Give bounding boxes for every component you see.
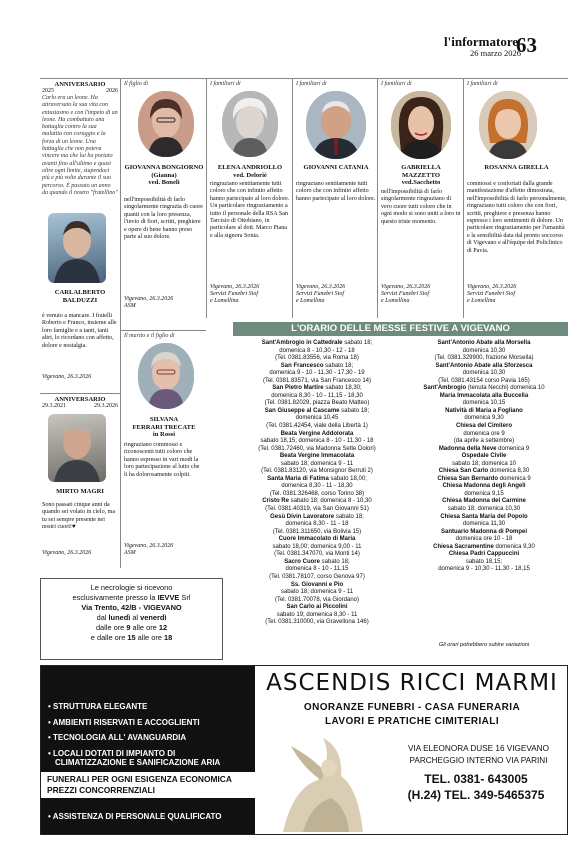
- mass-times: domenica 8,30 - 11 - 18: [285, 521, 349, 528]
- portrait-photo: [138, 343, 194, 409]
- mass-schedule-line: [400, 408, 568, 416]
- info-hour: 18: [163, 633, 173, 642]
- mass-times: domenica 10,45: [295, 415, 339, 422]
- signature-date: Vigevano, 26.3.2026: [210, 284, 260, 290]
- mass-schedule-line: [233, 536, 401, 544]
- mass-times: domenica 8 - 10 - 11,15: [285, 566, 349, 573]
- signature-agency: ASM: [124, 303, 136, 310]
- deceased-name: GABRIELLA: [401, 164, 441, 171]
- church-name: Ospedale Civile: [461, 453, 507, 460]
- ad-brand-name: ASCENDIS RICCI MARMI: [266, 670, 558, 696]
- church-name: Chiesa San Carlo: [438, 468, 489, 475]
- acknowledgement-text: ringraziano commossi e riconoscenti tutti coloro che hanno espresso in vari modi la loro partecipazione al lutto che li ha dolorosamente colpiti.: [124, 442, 200, 478]
- info-text: esclusivamente presso la: [72, 593, 158, 602]
- signature-date: Vigevano, 26.3.2026: [124, 543, 174, 549]
- mass-times: sabato 18; domenica 8 - 10,30: [288, 498, 372, 505]
- deceased-surname: FERRARI TRECATE: [132, 423, 196, 431]
- mass-times: (tenuta Necchi) domenica 10: [466, 385, 545, 392]
- signature-agency: Servizi Funebri Siof: [296, 291, 344, 298]
- mass-schedule-line: [400, 438, 568, 446]
- mass-schedule-line: [400, 491, 568, 499]
- mass-times: sabato 19; domenica 8,30 - 11: [276, 611, 358, 618]
- church-name: Chiesa Sacramentine: [433, 543, 494, 550]
- mass-times: domenica 9 - 10,30 - 11,30 - 18,15: [438, 566, 530, 573]
- mass-schedule-line: [400, 431, 568, 439]
- mass-times: sabato 18;: [342, 340, 373, 346]
- deceased-name: MIRTO MAGRI: [56, 488, 104, 495]
- masses-list-left: [233, 340, 401, 627]
- mass-schedule-line: [400, 566, 568, 574]
- mass-schedule-line: [233, 506, 401, 514]
- mass-times: domenica ore 10 - 18: [455, 536, 513, 543]
- mass-schedule-line: [233, 612, 401, 620]
- mass-schedule-line: [233, 393, 401, 401]
- church-name: Gesù Divin Lavoratore: [270, 513, 335, 520]
- row-divider: [120, 330, 206, 331]
- info-day: venerdì: [140, 613, 167, 622]
- issue-date: 26 marzo 2026: [470, 48, 521, 58]
- mass-schedule-line: [233, 408, 401, 416]
- ad-bullet: CLIMATIZZAZIONE E SANIFICAZIONE ARIA: [55, 758, 221, 767]
- mass-times: (Tel. 0381.43154 corso Pavia 165): [438, 377, 530, 384]
- mass-schedule-line: [233, 431, 401, 439]
- mass-schedule-line: [233, 566, 401, 574]
- mass-schedule-line: [233, 415, 401, 423]
- mass-times: (Tel. 0381.83556, via Roma 18): [275, 355, 359, 362]
- mass-times: sabato 18;: [339, 407, 370, 414]
- deceased-name-block: [208, 164, 292, 179]
- mass-times: sabato 18; domenica 9 - 11: [280, 460, 354, 467]
- signature-date: Vigevano, 26.3.2026: [381, 284, 431, 290]
- mass-schedule-line: [233, 498, 401, 506]
- anniversary-from: 2025: [42, 88, 54, 94]
- page-number: 63: [516, 33, 537, 57]
- acknowledgement-text: nell'impossibilità di farlo singolarmente ringraziano di vero cuore tutti coloro che in ogni modo si sono uniti a loro in questo triste momento.: [381, 189, 461, 225]
- mass-times: (Tel. 0381.72460, via Madonna Sette Dolori): [258, 445, 376, 452]
- masthead-brand: l'informatore: [444, 34, 519, 49]
- ad-economy-line: PREZZI CONCORRENZIALI: [47, 785, 155, 795]
- mass-times: (Tel. 0381.347070, via Monti 14): [274, 551, 360, 558]
- ad-bullet: • ASSISTENZA DI PERSONALE QUALIFICATO: [48, 812, 222, 821]
- mass-schedule-line: [400, 551, 568, 559]
- mass-times: sabato 18; domenica 9 - 11: [280, 589, 354, 596]
- mass-times: domenica 9,30: [493, 543, 535, 550]
- mass-schedule-line: [400, 468, 568, 476]
- mass-times: domenica 9: [498, 475, 531, 482]
- mass-times: domenica ore 9: [463, 430, 505, 437]
- info-company: IEVVE: [157, 593, 180, 602]
- signature-agency-2: e Lomellina: [296, 298, 325, 305]
- mass-schedule-line: [233, 453, 401, 461]
- church-name: Chiesa Santa Maria del Popolo: [440, 513, 528, 520]
- deceased-name: CARLALBERTO BALDUZZI: [54, 289, 106, 304]
- anniversary-title: ANNIVERSARIO: [54, 81, 106, 88]
- mass-times: domenica 9,15: [464, 490, 504, 497]
- info-line: [41, 613, 222, 623]
- portrait-photo: [48, 213, 106, 283]
- anniversary-mirto: [42, 396, 118, 409]
- mass-times: domenica 8,30: [488, 468, 530, 475]
- signature-agency: Servizi Funebri Siof: [467, 291, 515, 298]
- signature-agency: Servizi Funebri Siof: [210, 291, 258, 298]
- mass-times: sabato 18,30;: [323, 385, 362, 392]
- info-text: Srl: [179, 593, 191, 602]
- church-name: San Pietro Martire: [272, 385, 324, 392]
- row-divider: [40, 393, 120, 394]
- intro-text: Il marito e il figlio di: [124, 333, 175, 339]
- top-rule: [40, 78, 568, 79]
- church-name: Chiesa Padri Cappuccini: [448, 551, 520, 558]
- mass-schedule-line: [233, 363, 401, 371]
- church-name: Sant'Antonio Abate alla Sforzesca: [435, 362, 533, 369]
- info-text: alle ore: [130, 623, 159, 632]
- mass-schedule-line: [233, 582, 401, 590]
- mass-times: domenica 8,30 - 11 - 18,30: [281, 483, 353, 490]
- mass-times: (Tel. 0381.83120, via Monsignor Berruti 2): [261, 468, 373, 475]
- mass-schedule-line: [233, 385, 401, 393]
- mass-times: (Tel. 0381.329900, frazione Morsella): [434, 355, 534, 362]
- acknowledgement-text: Sono passati cinque anni da quando sei volato in cielo, ma tu sei sempre presente nei nostri cuori!♥: [42, 502, 116, 531]
- info-line: Le necrologie si ricevono: [90, 583, 173, 592]
- mass-times: sabato 18;: [323, 362, 354, 369]
- ad-bullet: • TECNOLOGIA ALL' AVANGUARDIA: [48, 733, 187, 742]
- mass-schedule-line: [400, 370, 568, 378]
- mass-times: (Tel. 0381.78107, corso Genova 97): [269, 573, 365, 580]
- mass-schedule-line: [400, 483, 568, 491]
- mass-schedule-line: [400, 559, 568, 567]
- funeral-home-advertisement: [40, 665, 568, 835]
- deceased-name: GIOVANNA BONGIORNO: [124, 164, 204, 171]
- acknowledgement-text: commossi e confortati dalla grande manifestazione d'affetto dimostrata, nell'impossibilità di farlo personalmente, ringraziano tutti coloro che con fiori, scritti, preghiere e presenza hanno espresso i loro sentimenti di dolore. Un particolare ringraziamento per l'umanità e la sensibilità data dal pronto soccorso di Vigevano e all'équipe del Policlinico di Pavia.: [467, 181, 567, 254]
- anniversary-to: 29.3.2026: [94, 403, 118, 409]
- mass-schedule-line: [233, 559, 401, 567]
- church-name: Sant'Ambrogio: [423, 385, 467, 392]
- anniversary-carlalberto: [42, 81, 118, 197]
- church-name: Sant'Antonio Abate alla Morsella: [437, 340, 531, 346]
- column-divider: [206, 78, 207, 318]
- signature-block: [124, 296, 204, 310]
- deceased-married-name: in Rossi: [152, 431, 176, 439]
- mass-times: (Tel. 0381.310000, via Gravellona 146): [265, 619, 369, 626]
- mass-schedule-line: [233, 544, 401, 552]
- deceased-married-name: ved. Deloriè: [233, 171, 267, 179]
- mass-times: sabato 18,15; domenica 8 - 10 - 11,30 - 18: [260, 438, 374, 445]
- mass-schedule-line: [400, 363, 568, 371]
- info-day: lunedì: [108, 613, 131, 622]
- mass-times: sabato 18;: [334, 513, 364, 520]
- church-name: Chiesa San Bernardo: [437, 475, 498, 482]
- church-name: Beata Vergine Addolorata: [280, 430, 354, 437]
- deceased-surname: MAZZETTO: [402, 171, 440, 179]
- ad-economy-banner: [41, 772, 255, 798]
- mass-schedule-line: [233, 438, 401, 446]
- anniversary-from: 29.3.2021: [42, 403, 66, 409]
- deceased-name: ELENA ANDRIOLLO: [217, 164, 283, 171]
- mass-schedule-line: [400, 378, 568, 386]
- ad-economy-line: FUNERALI PER OGNI ESIGENZA ECONOMICA: [47, 774, 232, 784]
- portrait-photo: [391, 91, 451, 159]
- church-name: Sacro Cuore: [284, 558, 320, 565]
- mass-schedule-line: [233, 483, 401, 491]
- mass-schedule-line: [400, 476, 568, 484]
- masses-note: Gli orari potrebbero subire variazioni: [438, 642, 530, 648]
- mass-times: sabato 18,00; domenica 9,00 - 11: [272, 543, 362, 550]
- mass-schedule-line: [233, 574, 401, 582]
- signature-date: Vigevano, 26.3.2026: [124, 296, 174, 302]
- mass-schedule-line: [400, 446, 568, 454]
- signature: Vigevano, 26.3.2026: [42, 374, 92, 380]
- ad-services-panel: [41, 666, 255, 834]
- mass-schedule-line: [233, 491, 401, 499]
- mass-schedule-line: [233, 514, 401, 522]
- angel-statue-image: [263, 728, 381, 832]
- ad-subtitle: LAVORI E PRATICHE CIMITERIALI: [324, 716, 499, 727]
- mass-times: sabato 18; domenica 10,30: [447, 506, 521, 513]
- church-name: San Francesco: [280, 362, 324, 369]
- church-name: Cristo Re: [262, 498, 289, 505]
- mass-schedule-line: [400, 498, 568, 506]
- info-text: e dalle ore: [90, 633, 128, 642]
- mass-schedule-line: [233, 529, 401, 537]
- info-text: dalle ore: [95, 623, 127, 632]
- anniversary-to: 2026: [106, 88, 118, 94]
- mass-schedule-line: [400, 423, 568, 431]
- column-divider: [377, 78, 378, 318]
- mass-times: (Tel. 0381.83571, via San Francesco 14): [262, 377, 372, 384]
- signature-block: [296, 284, 376, 306]
- mass-times: (da aprile a settembre): [453, 438, 515, 445]
- ad-phone: TEL. 0381- 643005: [424, 772, 528, 786]
- intro-text: Il figlio di: [124, 81, 148, 87]
- mass-schedule-line: [400, 393, 568, 401]
- mass-schedule-line: [233, 589, 401, 597]
- anniversary-title: ANNIVERSARIO: [54, 396, 106, 403]
- mass-times: domenica 11,30: [462, 521, 506, 528]
- signature-agency: ASM: [124, 550, 136, 557]
- ad-bullet: • LOCALI DOTATI DI IMPIANTO DI: [48, 748, 176, 758]
- mass-schedule-line: [400, 400, 568, 408]
- acknowledgement-text: nell'impossibilità di farlo singolarmente ringrazia di cuore quanti con la loro presenza, l'invio di fiori, scritti, preghiere e opere di bene hanno preso parte al suo dolore.: [124, 197, 204, 241]
- church-name: Cuore Immacolato di Maria: [278, 536, 356, 543]
- signature-date: Vigevano, 26.3.2026: [467, 284, 517, 290]
- mass-schedule-line: [233, 597, 401, 605]
- church-name: Santuario Madonna di Pompei: [440, 528, 527, 535]
- signature: Vigevano, 26.3.2026: [42, 550, 92, 556]
- mass-schedule-line: [233, 370, 401, 378]
- info-text: dal: [96, 613, 109, 622]
- mass-times: (Tel. 0381.70078, via Giordano): [274, 596, 360, 603]
- mass-schedule-line: [233, 378, 401, 386]
- portrait-photo: [48, 414, 106, 482]
- mass-times: (Tel. 0381.311650, via Bolivia 15): [272, 528, 362, 535]
- mass-schedule-line: [233, 619, 401, 627]
- mass-times: (Tel. 0381.82029, piazza Beato Matteo): [264, 400, 370, 407]
- mass-schedule-line: [233, 423, 401, 431]
- mass-schedule-line: [400, 453, 568, 461]
- mass-schedule-line: [400, 514, 568, 522]
- ad-parking: PARCHEGGIO INTERNO VIA PARINI: [409, 756, 548, 765]
- mass-schedule-line: [400, 385, 568, 393]
- deceased-nickname: (Gianna): [151, 171, 177, 179]
- acknowledgement-text: ringraziano sentitamente tutti coloro che con infinito affetto hanno partecipato al loro dolore.: [296, 181, 376, 202]
- deceased-name-block: [379, 164, 463, 187]
- intro-text: I familiari di: [467, 81, 498, 87]
- mass-schedule-line: [400, 355, 568, 363]
- mass-schedule-line: [400, 506, 568, 514]
- mass-times: (Tel. 0381.326468, corso Torino 38): [269, 490, 365, 497]
- info-text: alle ore: [135, 633, 164, 642]
- mass-schedule-line: [400, 340, 568, 348]
- deceased-name: GIOVANNI CATANIA: [303, 164, 369, 171]
- mass-times: sabato 18,15;: [465, 558, 503, 565]
- mass-schedule-line: [400, 521, 568, 529]
- mass-times: domenica 10,30: [462, 370, 506, 377]
- ad-bullet: • AMBIENTI RISERVATI E ACCOGLIENTI: [48, 717, 200, 727]
- church-name: Maria Immacolata alla Buccella: [439, 392, 529, 399]
- mass-times: (Tel. 0381.40319, via San Giovanni 51): [265, 506, 369, 513]
- mass-times: (Tel. 0381.42454, viale della Libertà 1): [266, 423, 368, 430]
- info-line: [41, 593, 222, 603]
- info-address: Via Trento, 42/B - VIGEVANO: [81, 603, 182, 612]
- mass-schedule-line: [233, 604, 401, 612]
- anniversary-poem: Carlo era un leone. Ha attraversato la sua vita con entusiasmo e con l'impeto di un leone. Ha combattuto una battaglia contro la sua malattia con coraggio e la forza di un leone. Una battaglia che non poteva vincere ma che lui ha portato avanti fino all'ultimo e quasi oltre ogni limite, stupendoci più e più volte durante il suo percorso. È passato un anno da quando il nostro "fratellino": [42, 95, 118, 196]
- church-name: Chiesa Madonna degli Angeli: [442, 483, 526, 490]
- church-name: Natività di Maria a Fogliano: [445, 407, 523, 414]
- anniversary-dates: [42, 403, 118, 409]
- mass-schedule-line: [400, 544, 568, 552]
- mass-schedule-line: [400, 529, 568, 537]
- mass-schedule-line: [233, 476, 401, 484]
- mass-times: sabato 18; domenica 10: [451, 460, 517, 467]
- portrait-photo: [222, 91, 278, 157]
- acknowledgement-text: ringraziano sentitamente tutti coloro che con infinito affetto hanno partecipato al loro dolore. Un particolare ringraziamento a tutto il personale della RSA San Tarcisio di Ottobiano, in particolare al dott. Marco Piana e alla signora Sonia.: [210, 181, 290, 239]
- mass-schedule-line: [233, 468, 401, 476]
- deceased-married-name: ved.Sacchetto: [401, 179, 441, 187]
- mass-schedule-line: [233, 400, 401, 408]
- mass-schedule-line: [233, 355, 401, 363]
- portrait-photo: [306, 91, 366, 159]
- mass-schedule-line: [400, 461, 568, 469]
- signature-agency-2: e Lomellina: [210, 298, 239, 305]
- mass-times: domenica 9: [496, 445, 530, 452]
- signature-block: [467, 284, 567, 306]
- mass-times: domenica 8 - 10,30 - 12 - 18: [279, 347, 355, 354]
- church-name: Chiesa del Cimitero: [455, 423, 512, 430]
- mass-times: domenica 9 - 10 - 11,30 - 17,30 - 19: [269, 370, 365, 377]
- mass-times: sabato 18,00;: [328, 475, 367, 482]
- church-name: San Giuseppe al Cascame: [264, 407, 340, 414]
- mass-schedule-line: [233, 461, 401, 469]
- intro-text: I familiari di: [381, 81, 412, 87]
- church-name: San Carlo ai Piccolini: [286, 604, 348, 611]
- column-divider: [120, 78, 121, 568]
- signature-block: [124, 543, 204, 557]
- mass-schedule-line: [233, 446, 401, 454]
- church-name: Sant'Ambrogio in Cattedrale: [261, 340, 343, 346]
- info-text: al: [130, 613, 141, 622]
- info-hour: 15: [127, 633, 136, 642]
- signature-date: Vigevano, 26.3.2026: [296, 284, 346, 290]
- signature-agency: Servizi Funebri Siof: [381, 291, 429, 298]
- ad-phone-24h: (H.24) TEL. 349-5465375: [407, 788, 545, 802]
- mass-times: domenica 10,15: [462, 400, 506, 407]
- church-name: Madonna della Neve: [438, 445, 497, 452]
- mass-times: domenica 9,30: [464, 415, 504, 422]
- intro-text: I familiari di: [210, 81, 241, 87]
- info-hour: 9: [126, 623, 131, 632]
- portrait-photo: [479, 91, 537, 159]
- info-line: [41, 623, 222, 633]
- deceased-name-block: [122, 164, 206, 187]
- signature-agency-2: e Lomellina: [381, 298, 410, 305]
- signature-agency-2: e Lomellina: [467, 298, 496, 305]
- church-name: Chiesa Madonna del Carmine: [442, 498, 526, 505]
- mass-schedule-line: [400, 348, 568, 356]
- church-name: Beata Vergine Immacolata: [279, 453, 355, 460]
- ad-subtitle: ONORANZE FUNEBRI - CASA FUNERARIA: [303, 702, 521, 713]
- mass-schedule-line: [233, 348, 401, 356]
- signature-block: [210, 284, 290, 306]
- mass-schedule-line: [233, 551, 401, 559]
- obituary-info-box: [40, 578, 223, 660]
- mass-schedule-line: [400, 536, 568, 544]
- mass-schedule-line: [233, 340, 401, 348]
- intro-text: I familiari di: [296, 81, 327, 87]
- mass-schedule-line: [233, 521, 401, 529]
- deceased-name: SILVANA: [149, 416, 179, 423]
- masses-list-right: [400, 340, 568, 574]
- mass-times: domenica 8,30 - 10 - 11,15 - 18,30: [271, 392, 363, 399]
- masses-heading: L'ORARIO DELLE MESSE FESTIVE A VIGEVANO: [233, 322, 568, 336]
- acknowledgement-text: è venuto a mancare. I fratelli Roberto e Franco, insieme alle loro famiglie e a tanti, tanti altri, lo ricordano con affetto, dolore e nostalgia.: [42, 313, 117, 349]
- deceased-married-name: ved. Boneli: [148, 179, 180, 187]
- info-line: [41, 633, 222, 643]
- ad-address: VIA ELEONORA DUSE 16 VIGEVANO: [408, 744, 549, 753]
- mass-times: domenica 10,30: [462, 347, 506, 354]
- mass-times: sabato 18;: [319, 558, 350, 565]
- deceased-name: ROSANNA GIRELLA: [484, 164, 549, 171]
- church-name: Santa Maria di Fatima: [267, 475, 329, 482]
- anniversary-dates: [42, 88, 118, 94]
- column-divider: [292, 78, 293, 318]
- column-divider: [463, 78, 464, 318]
- deceased-name-block: [122, 416, 206, 439]
- portrait-photo: [138, 91, 194, 157]
- church-name: Ss. Giovanni e Pio: [290, 581, 344, 588]
- ad-bullet: • STRUTTURA ELEGANTE: [48, 702, 148, 711]
- mass-schedule-line: [400, 415, 568, 423]
- signature-block: [381, 284, 461, 306]
- info-hour: 12: [158, 623, 168, 632]
